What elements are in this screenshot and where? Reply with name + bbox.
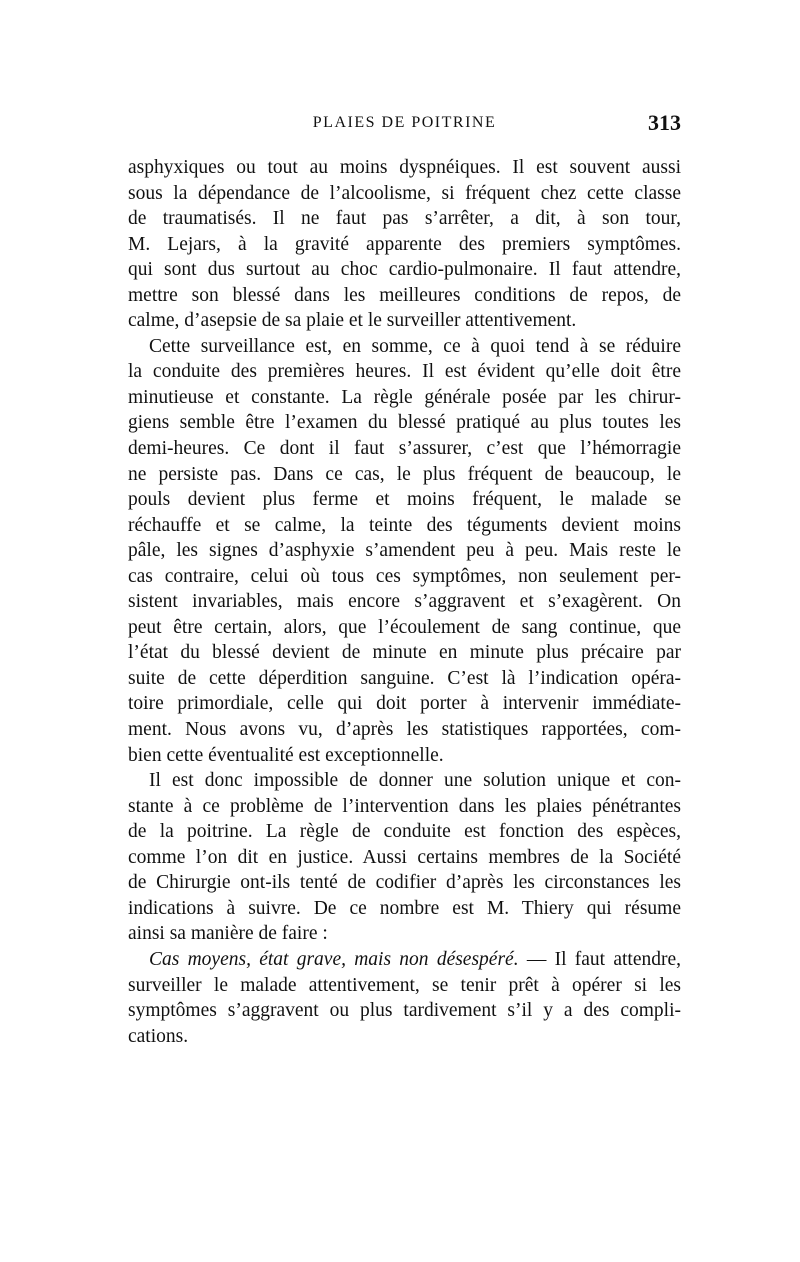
text-line: ainsi sa manière de faire :: [128, 923, 328, 945]
text-line: pâle, les signes d’asphyxie s’amendent peu à peu. Mais reste le: [128, 540, 681, 562]
text-line: la conduite des premières heures. Il est évident qu’elle doit être: [128, 361, 681, 383]
text-line: ne persiste pas. Dans ce cas, le plus fréquent de beaucoup, le: [128, 463, 681, 485]
case-lead: — Il faut attendre,: [526, 948, 681, 970]
text-line: cations.: [128, 1025, 189, 1047]
text-line: cas contraire, celui où tous ces symptômes, non seulement per-: [128, 565, 681, 587]
text-line: stante à ce problème de l’intervention dans les plaies pénétrantes: [128, 795, 681, 817]
text-line: sous la dépendance de l’alcoolisme, si fréquent chez cette classe: [128, 182, 681, 204]
text-line: bien cette éventualité est exceptionnelle.: [128, 744, 444, 766]
text-line: calme, d’asepsie de sa plaie et le surveiller attentivement.: [128, 310, 577, 332]
text-line: qui sont dus surtout au choc cardio-pulmonaire. Il faut attendre,: [128, 259, 681, 281]
text-line: mettre son blessé dans les meilleures conditions de repos, de: [128, 284, 681, 306]
text-line: réchauffe et se calme, la teinte des téguments devient moins: [128, 514, 681, 536]
text-line: pouls devient plus ferme et moins fréquent, le malade se: [128, 489, 681, 511]
case-heading: Cas moyens, état grave, mais non désespéré.: [149, 948, 519, 970]
text-line: giens semble être l’examen du blessé pratiqué au plus toutes les: [128, 412, 681, 434]
text-line: de la poitrine. La règle de conduite est fonction des espèces,: [128, 821, 681, 843]
text-line: sistent invariables, mais encore s’aggravent et s’exagèrent. On: [128, 591, 681, 613]
text-line-case-heading: [128, 947, 681, 973]
text-line: de traumatisés. Il ne faut pas s’arrêter, a dit, à son tour,: [128, 208, 681, 230]
text-line: de Chirurgie ont-ils tenté de codifier d’après les circonstances les: [128, 872, 681, 894]
text-line: Cette surveillance est, en somme, ce à quoi tend à se réduire: [149, 335, 681, 357]
body-text: [128, 155, 681, 1049]
running-title: PLAIES DE POITRINE: [312, 114, 497, 131]
page-number: 313: [648, 110, 681, 135]
text-line: peut être certain, alors, que l’écoulement de sang continue, que: [128, 616, 681, 638]
text-line: Il est donc impossible de donner une solution unique et con-: [149, 770, 681, 792]
text-line: surveiller le malade attentivement, se tenir prêt à opérer si les: [128, 974, 681, 996]
text-line: indications à suivre. De ce nombre est M. Thiery qui résume: [128, 897, 681, 919]
text-line: demi-heures. Ce dont il faut s’assurer, c’est que l’hémorragie: [128, 438, 681, 460]
text-line: asphyxiques ou tout au moins dyspnéiques. Il est souvent aussi: [128, 157, 681, 178]
text-line: symptômes s’aggravent ou plus tardivement s’il y a des compli-: [128, 1000, 681, 1022]
text-line: minutieuse et constante. La règle générale posée par les chirur-: [128, 386, 681, 408]
text-line: ment. Nous avons vu, d’après les statistiques rapportées, com-: [128, 719, 681, 741]
text-line: l’état du blessé devient de minute en minute plus précaire par: [128, 642, 681, 664]
text-line: M. Lejars, à la gravité apparente des premiers symptômes.: [128, 233, 681, 255]
text-line: toire primordiale, celle qui doit porter à intervenir immédiate-: [128, 693, 681, 715]
text-line: comme l’on dit en justice. Aussi certains membres de la Société: [128, 846, 681, 868]
running-head: [128, 110, 681, 140]
text-line: suite de cette déperdition sanguine. C’est là l’indication opéra-: [128, 667, 681, 689]
